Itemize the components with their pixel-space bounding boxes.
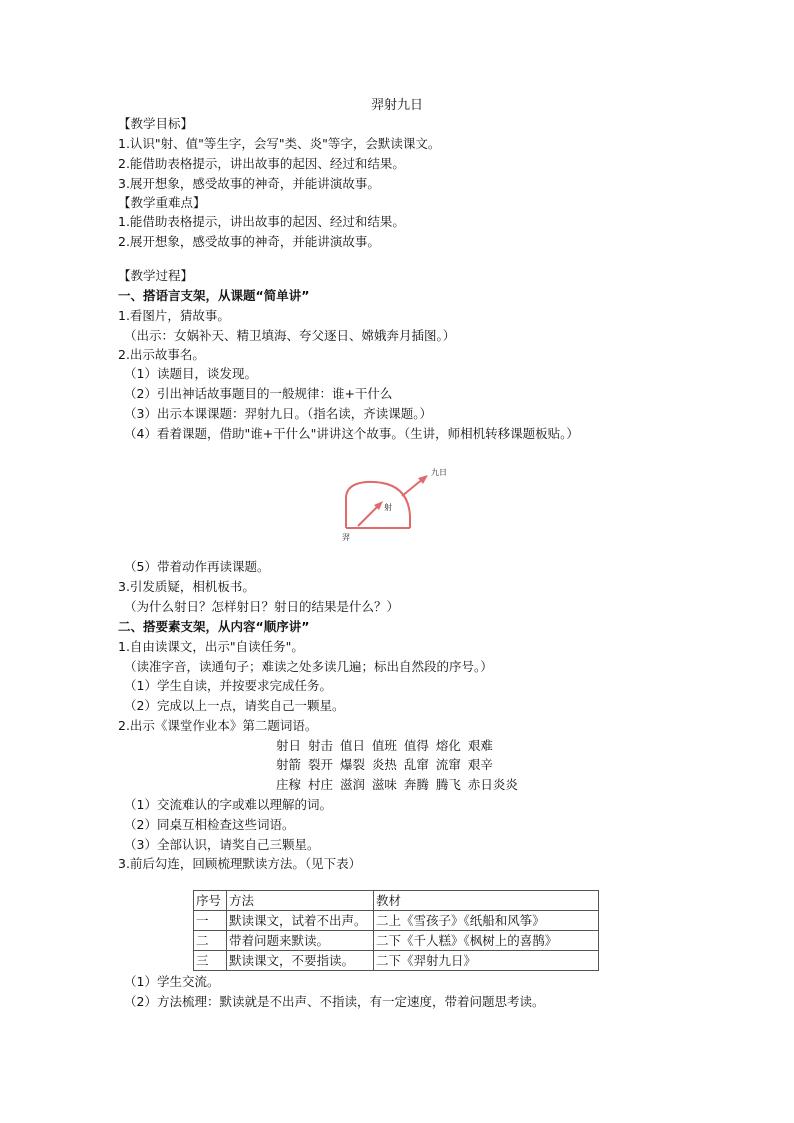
step-2-sub-2: （2）引出神话故事题目的一般规律：谁+干什么 [124, 386, 393, 401]
board-diagram-svg [328, 460, 464, 546]
word-row-3: 庄稼 村庄 滋润 滋味 奔腾 腾飞 赤日炎炎 [276, 777, 518, 792]
word-row-1: 射日 射击 值日 值班 值得 熔化 艰难 [276, 738, 493, 753]
header-number: 序号 [194, 891, 227, 911]
label-person: 羿 [342, 533, 350, 542]
part2-step-1-sub-1: （1）学生自读，并按要求完成任务。 [124, 678, 332, 693]
part2-step-3-sub-1: （1）学生交流。 [124, 974, 220, 989]
step-2-sub-3: （3）出示本课课题：羿射九日。（指名读，齐读课题。） [124, 406, 432, 421]
step-3: 3.引发质疑，相机板书。 [118, 579, 255, 594]
label-shoot: 射 [384, 503, 392, 512]
table-row [194, 951, 599, 971]
header-textbook: 教材 [374, 891, 599, 911]
part2-step-3: 3.前后勾连，回顾梳理默读方法。（见下表） [118, 856, 362, 871]
goal-3: 3.展开想象，感受故事的神奇，并能讲演故事。 [118, 176, 380, 191]
header-method: 方法 [227, 891, 374, 911]
goal-2: 2.能借助表格提示，讲出故事的起因、经过和结果。 [118, 156, 405, 171]
part2-step-1-sub-2: （2）完成以上一点，请奖自己一颗星。 [124, 698, 345, 713]
step-1-note: （出示：女娲补天、精卫填海、夸父逐日、嫦娥奔月插图。） [124, 328, 456, 343]
part2-step-2-sub-2: （2）同桌互相检查这些词语。 [124, 817, 295, 832]
part2-step-2-sub-1: （1）交流难认的字或难以理解的词。 [124, 797, 332, 812]
row-number: 三 [194, 951, 227, 971]
part2-step-2-sub-3: （3）全部认识，请奖自己三颗星。 [124, 837, 320, 852]
process-heading: 【教学过程】 [118, 268, 194, 283]
step-2-sub-4: （4）看着课题，借助"谁+干什么"讲讲这个故事。（生讲，师相机转移课题板贴。） [124, 426, 579, 441]
part1-heading: 一、搭语言支架，从课题“简单讲” [118, 288, 310, 303]
part2-step-2: 2.出示《课堂作业本》第二题词语。 [118, 718, 318, 733]
reading-methods-table [193, 890, 599, 971]
table-header-row [194, 891, 599, 911]
step-1: 1.看图片，猜故事。 [118, 308, 230, 323]
step-2-sub-1: （1）读题目，谈发现。 [124, 366, 257, 381]
step-3-note: （为什么射日？怎样射日？射日的结果是什么？） [124, 599, 400, 614]
board-diagram [328, 460, 464, 546]
row-number: 二 [194, 931, 227, 951]
row-textbook: 二上《雪孩子》《纸船和风筝》 [374, 911, 599, 931]
word-row-2: 射箭 裂开 爆裂 炎热 乱窜 流窜 艰辛 [276, 757, 493, 772]
part2-heading: 二、搭要素支架，从内容“顺序讲” [118, 619, 310, 634]
key-point-1: 1.能借助表格提示，讲出故事的起因、经过和结果。 [118, 214, 405, 229]
row-method: 默读课文，试着不出声。 [227, 911, 374, 931]
key-points-heading: 【教学重难点】 [118, 195, 206, 210]
step-2-sub-5: （5）带着动作再读课题。 [124, 559, 270, 574]
row-method: 带着问题来默读。 [227, 931, 374, 951]
step-2: 2.出示故事名。 [118, 347, 205, 362]
row-method: 默读课文，不要指读。 [227, 951, 374, 971]
label-suns: 九日 [431, 468, 447, 477]
table-row [194, 911, 599, 931]
part2-step-1: 1.自由读课文，出示"自读任务"。 [118, 639, 304, 654]
row-number: 一 [194, 911, 227, 931]
row-textbook: 二下《羿射九日》 [374, 951, 599, 971]
goal-1: 1.认识"射、值"等生字，会写"类、炎"等字，会默读课文。 [118, 136, 441, 151]
row-textbook: 二下《千人糕》《枫树上的喜鹊》 [374, 931, 599, 951]
table-row [194, 931, 599, 951]
page-title: 羿射九日 [370, 98, 423, 113]
part2-step-1-note: （读准字音，读通句子；难读之处多读几遍；标出自然段的序号。） [124, 659, 493, 674]
goals-heading: 【教学目标】 [118, 116, 194, 131]
part2-step-3-sub-2: （2）方法梳理：默读就是不出声、不指读，有一定速度，带着问题思考读。 [124, 994, 545, 1009]
key-point-2: 2.展开想象，感受故事的神奇，并能讲演故事。 [118, 234, 380, 249]
